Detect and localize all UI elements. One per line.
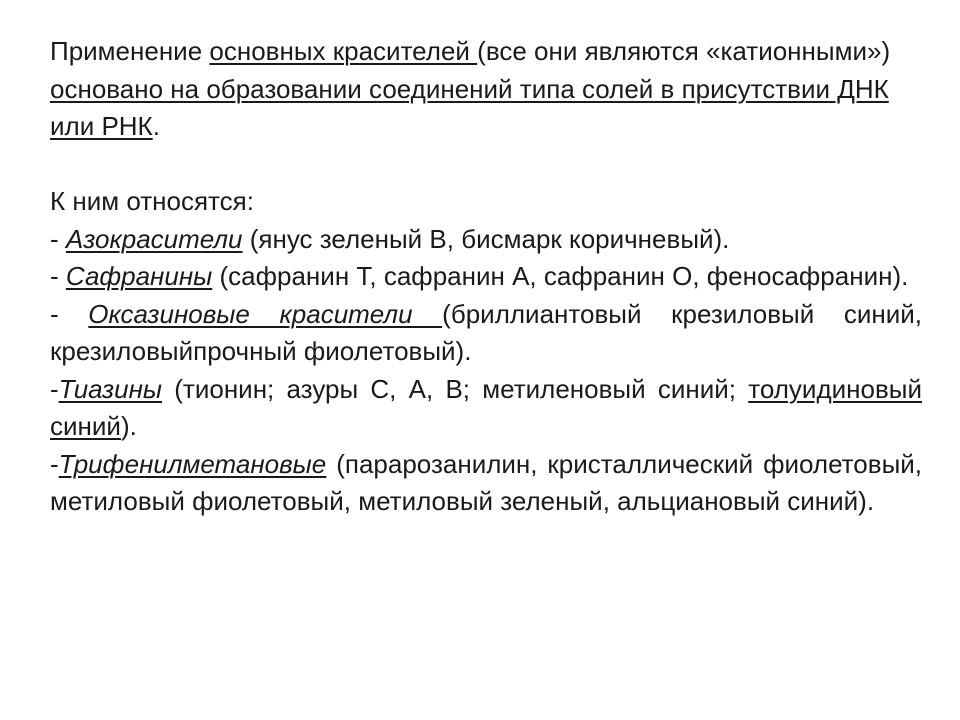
list-lead-text: К ним относятся:: [50, 186, 254, 216]
list-item-name: Оксазиновые красители: [88, 298, 443, 329]
list-item-safranins: [50, 258, 922, 296]
list-item-name: Азокрасители: [65, 223, 243, 254]
list-item-name: Трифенилметановые: [58, 448, 327, 479]
intro-text-3: .: [152, 111, 160, 141]
intro-text-2: (все они являются «катионными»): [477, 36, 891, 66]
list-item-underlined-toluidine-blue: толуидиновый синий: [50, 373, 922, 441]
list-item-azo-dyes: [50, 221, 922, 259]
intro-underlined-basic-dyes: основных красителей: [209, 36, 478, 66]
list-item-text: (тионин; азуры С, А, В; метиленовый синий;: [162, 373, 749, 404]
list-item-text-end: ).: [120, 411, 137, 441]
list-item-text: (сафранин Т, сафранин А, сафранин О, феносафранин).: [212, 261, 909, 291]
list-item-name: Тиазины: [58, 373, 163, 404]
list-item-text: (янус зеленый В, бисмарк коричневый).: [242, 223, 730, 254]
list-item-prefix: -: [50, 373, 59, 404]
intro-text-1: Применение: [50, 36, 210, 66]
list-item-prefix: -: [50, 298, 89, 329]
list-item-thiazines: [50, 371, 922, 446]
list-item-oxazine-dyes: [50, 296, 922, 371]
list-item-prefix: -: [50, 223, 66, 254]
list-item-name: Сафранины: [65, 261, 213, 291]
list-item-text: (бриллиантовый крезиловый синий, крезиловыйпрочный фиолетовый).: [50, 298, 923, 366]
list-item-prefix: -: [50, 261, 66, 291]
list-item-text: (парарозанилин, кристаллический фиолетовый, метиловый фиолетовый, метиловый зеленый, альциановый синий).: [50, 448, 922, 516]
slide-content: [50, 33, 922, 521]
intro-paragraph: [50, 33, 922, 146]
list-item-triphenylmethane-dyes: [50, 446, 922, 521]
intro-underlined-salt-formation: основано на образовании соединений типа солей в присутствии ДНК или РНК: [50, 73, 889, 141]
list-item-prefix: -: [50, 448, 59, 479]
